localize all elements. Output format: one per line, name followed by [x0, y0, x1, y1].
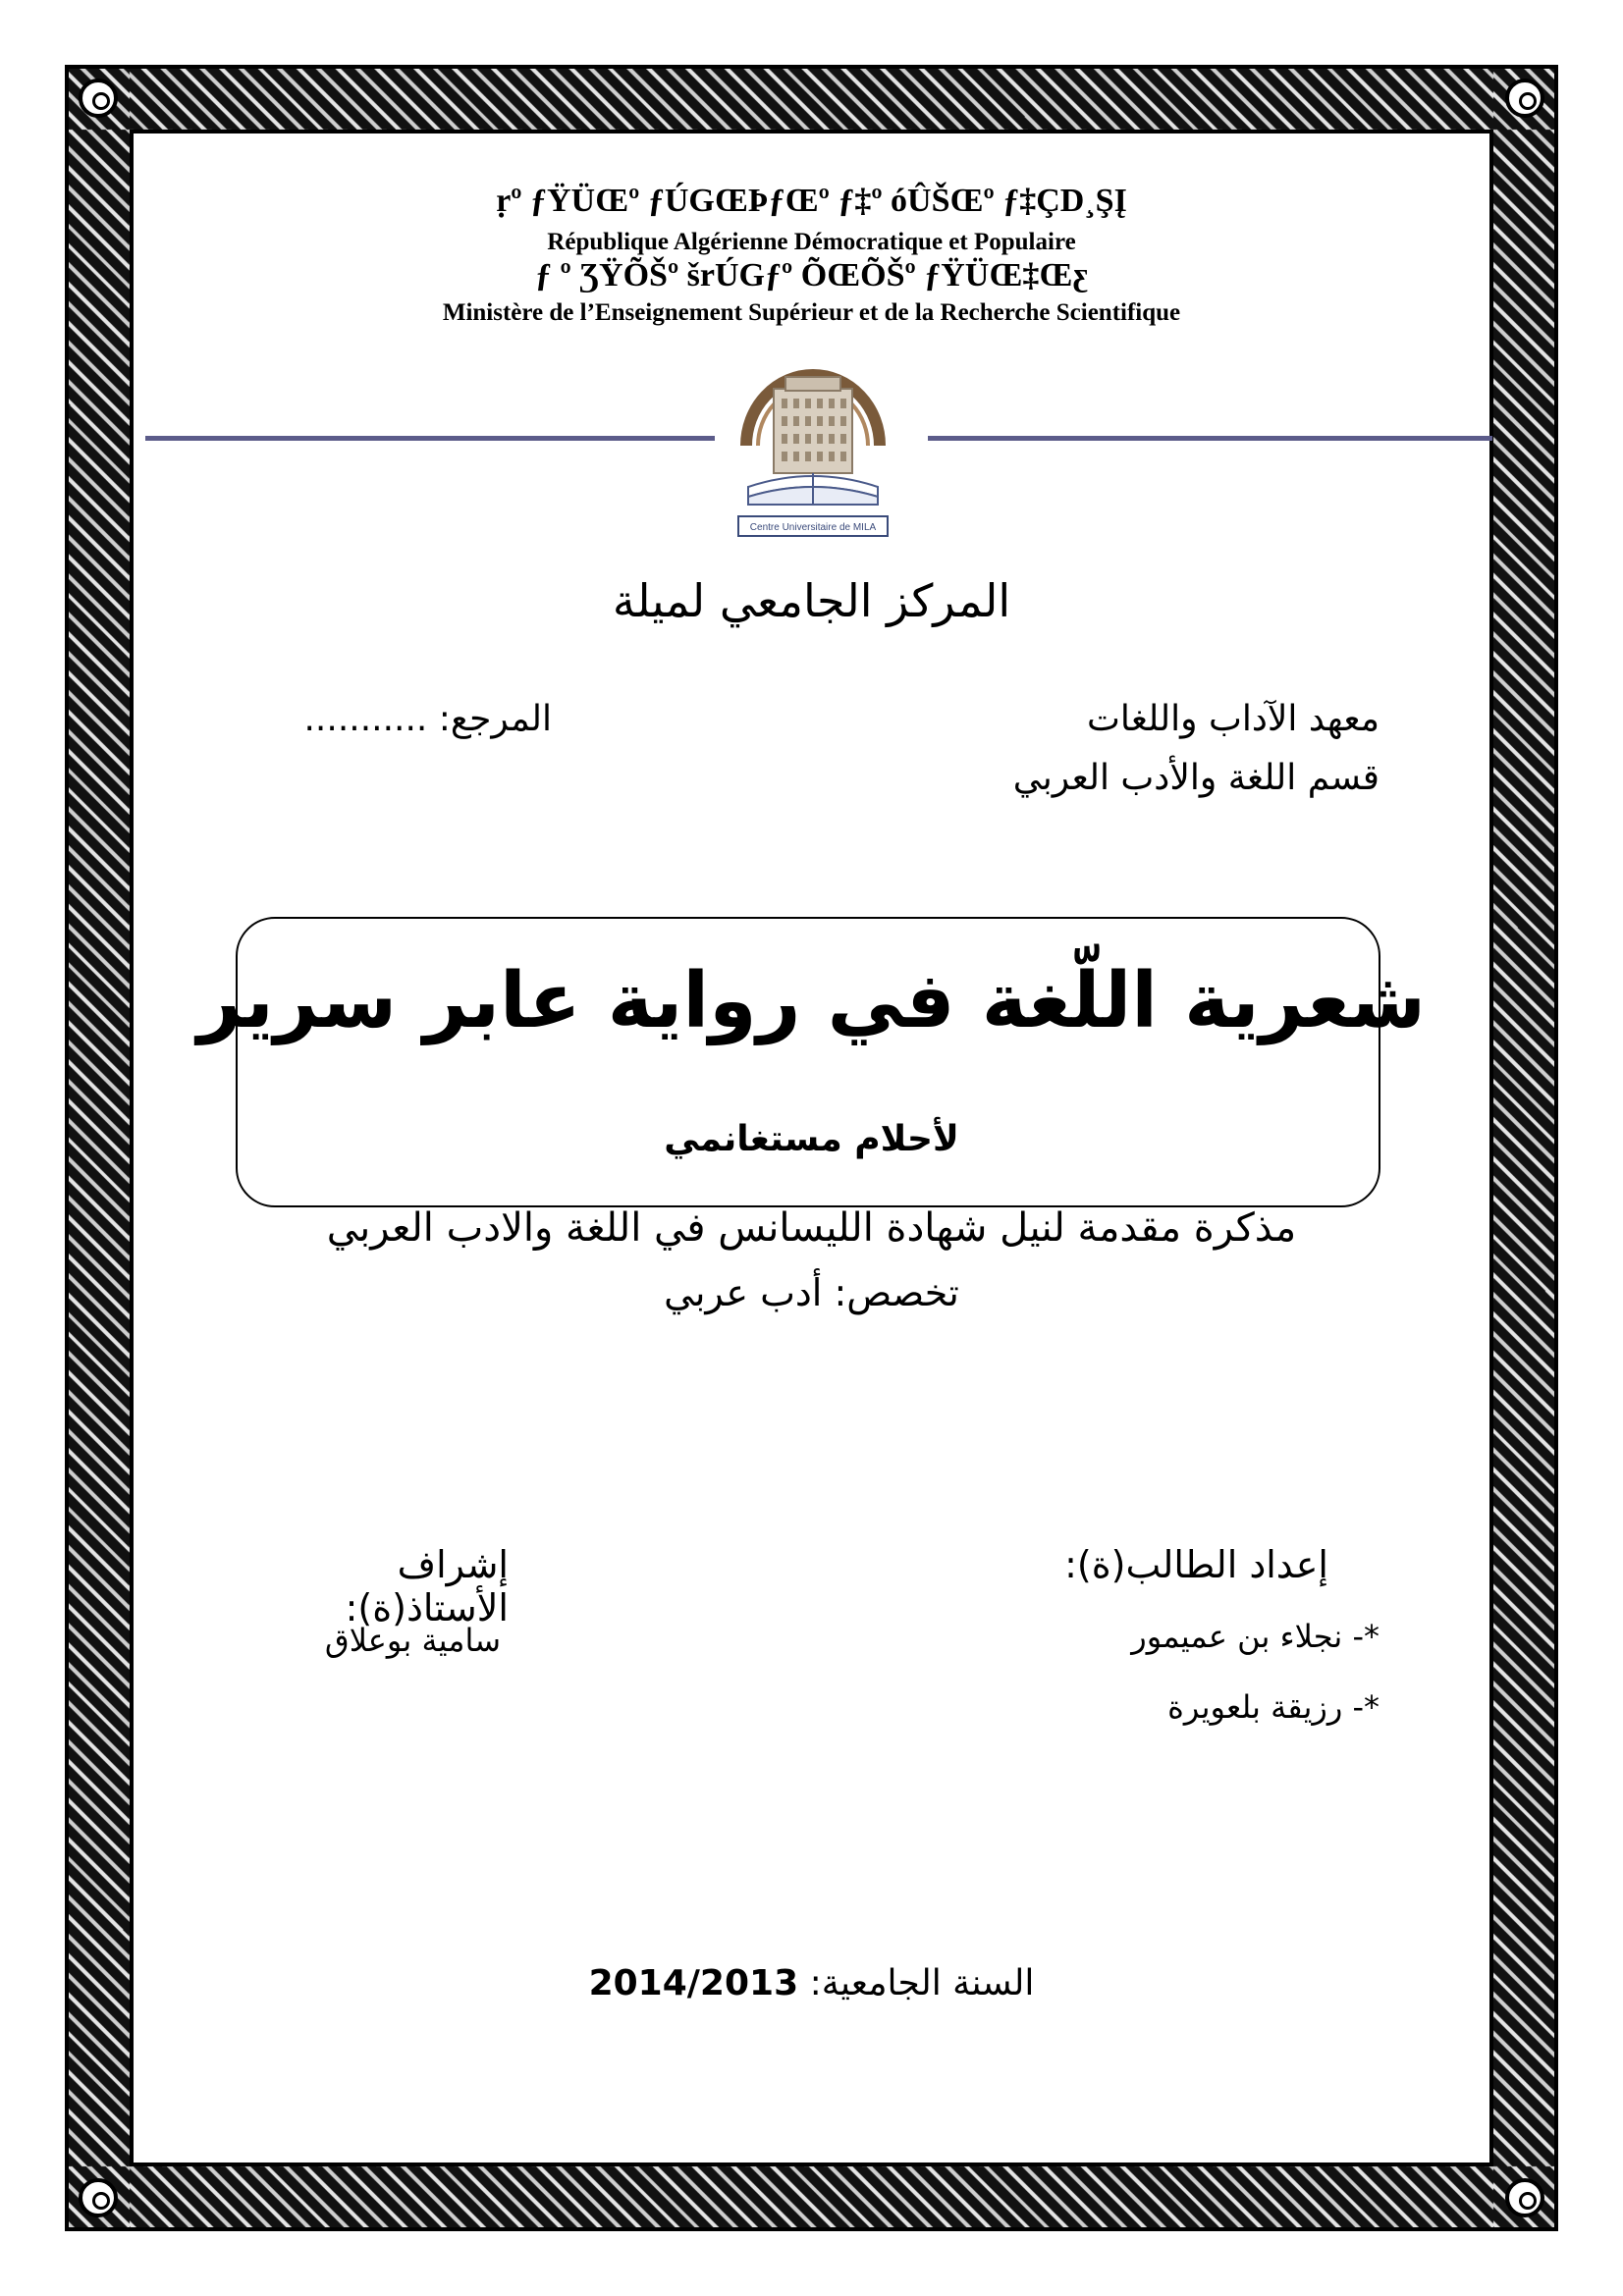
- university-center-name: المركز الجامعي لميلة: [612, 574, 1011, 627]
- border-corner-ornament: [1505, 79, 1544, 118]
- university-building-logo-icon: [734, 349, 892, 542]
- institute-name: معهد الآداب واللغات: [1087, 699, 1380, 739]
- header-ministry-french: Ministère de l’Enseignement Supérieur et de la Recherche Scientifique: [442, 299, 1181, 326]
- border-corner-ornament: [79, 79, 118, 118]
- border-corner-ornament: [79, 2178, 118, 2217]
- border-corner-ornament: [1505, 2178, 1544, 2217]
- header-arabic-ministry: ƒ º ƷŸÕŠº šrÚGƒº ÕŒÕŠº ƒŸÜŒ‡Œƹ: [535, 257, 1088, 294]
- academic-year: [0, 1963, 1623, 2003]
- thesis-description: مذكرة مقدمة لنيل شهادة الليسانس في اللغة والادب العربي: [326, 1205, 1297, 1251]
- academic-year-label: السنة الجامعية:: [809, 1963, 1035, 2003]
- thesis-title: شعرية اللّغة في رواية عابر سرير: [197, 957, 1426, 1045]
- header-republic-french: République Algérienne Démocratique et Populaire: [547, 229, 1076, 255]
- department-name: قسم اللغة والأدب العربي: [1012, 758, 1380, 798]
- prepared-by-label: إعداد الطالب(ة):: [1064, 1543, 1328, 1586]
- novel-author: لأحلام مستغانمي: [664, 1119, 959, 1159]
- supervision-label: إشراف الأستاذ(ة):: [345, 1543, 509, 1629]
- header-arabic-republic: ṛº ƒŸÜŒº ƒÚGŒÞƒŒº ƒ‡º óÛŠŒº ƒ‡ÇD¸ŞĮ: [496, 183, 1127, 219]
- header-divider-right: [928, 436, 1492, 441]
- specialization: تخصص: أدب عربي: [664, 1271, 959, 1314]
- student-name: *- نجلاء بن عميمور: [1131, 1618, 1380, 1655]
- supervisor-name: سامية بوعلاق: [324, 1622, 501, 1659]
- student-name: *- رزيقة بلعويرة: [1167, 1688, 1380, 1726]
- reference-field: المرجع: ...........: [303, 699, 552, 739]
- academic-year-value: 2014/2013: [588, 1963, 799, 2003]
- header-divider-left: [145, 436, 715, 441]
- logo-caption: Centre Universitaire de MILA: [749, 522, 877, 533]
